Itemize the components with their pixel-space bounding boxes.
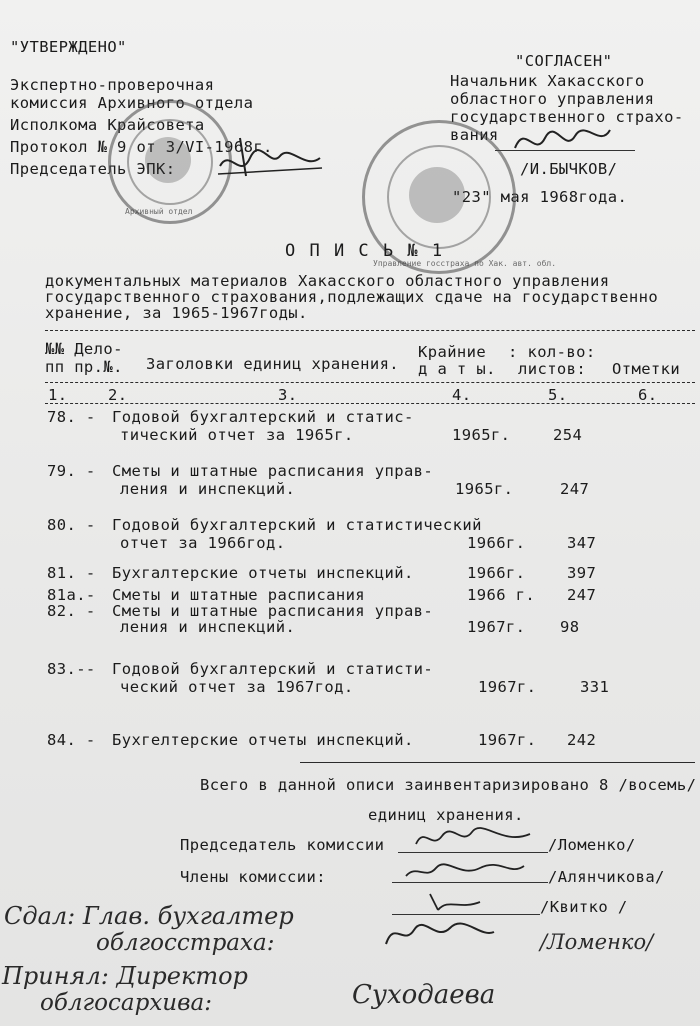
left-stamp-text: Архивный отдел xyxy=(125,207,193,216)
row-83-date: 1967г. xyxy=(478,678,537,696)
header-col5b: листов: xyxy=(518,360,587,378)
row-78-sheets: 254 xyxy=(553,426,583,444)
row-81a-line-1: Сметы и штатные расписания xyxy=(112,586,366,604)
commission-chair-label: Председатель комиссии xyxy=(180,836,385,854)
row-82-date: 1967г. xyxy=(467,618,526,636)
row-84-sheets: 242 xyxy=(567,731,597,749)
doc-subtitle-2: государственного страхования,подлежащих сдаче на государственно xyxy=(45,288,659,306)
total-line-2: единиц хранения. xyxy=(368,806,524,824)
agreed-line-4: вания xyxy=(450,126,499,144)
agreed-line-1: Начальник Хакасского xyxy=(450,72,645,90)
row-81-num: 81. - xyxy=(47,564,96,582)
header-col1b: пп пр.№. xyxy=(45,358,123,376)
member1-signature-line xyxy=(392,882,548,883)
approved-line-3: Исполкома Крайсовета xyxy=(10,116,205,134)
row-81-sheets: 397 xyxy=(567,564,597,582)
row-80-sheets: 347 xyxy=(567,534,597,552)
right-stamp-text: Управление госстраха по Хак. авт. обл. xyxy=(373,259,557,268)
agreed-signature-line xyxy=(495,150,635,151)
colnum-4: 4. xyxy=(452,386,472,404)
row-82-sheets: 98 xyxy=(560,618,580,636)
received-name: Суходаева xyxy=(352,980,496,1010)
approved-line-4: Протокол № 9 от 3/VI-1968г. xyxy=(10,138,273,156)
chair-signature-line xyxy=(398,852,548,853)
agreed-signer: /И.БЫЧКОВ/ xyxy=(520,160,618,178)
header-col4b: д а т ы. xyxy=(418,360,496,378)
header-col3: Заголовки единиц хранения. xyxy=(146,355,400,373)
colnum-6: 6. xyxy=(638,386,658,404)
doc-subtitle-1: документальных материалов Хакасского областного управления xyxy=(45,272,610,290)
row-79-date: 1965г. xyxy=(455,480,514,498)
row-83-line-1: Годовой бухгалтерский и статисти- xyxy=(112,660,434,678)
total-line-1: Всего в данной описи заинвентаризировано 8 /восемь/ xyxy=(200,776,697,794)
row-82-line-2: ления и инспекций. xyxy=(120,618,296,636)
row-82-line-1: Сметы и штатные расписания управ- xyxy=(112,602,434,620)
row-78-line-1: Годовой бухгалтерский и статис- xyxy=(112,408,414,426)
row-78-date: 1965г. xyxy=(452,426,511,444)
row-80-line-1: Годовой бухгалтерский и статистический xyxy=(112,516,482,534)
agreed-signature xyxy=(510,118,620,163)
row-80-line-2: отчет за 1966год. xyxy=(120,534,286,552)
row-84-num: 84. - xyxy=(47,731,96,749)
header-mid-rule xyxy=(45,382,695,383)
header-top-rule xyxy=(45,330,695,331)
approved-title: "УТВЕРЖДЕНО" xyxy=(10,38,127,56)
row-83-line-2: ческий отчет за 1967год. xyxy=(120,678,354,696)
total-rule xyxy=(300,762,695,763)
colnum-5: 5. xyxy=(548,386,568,404)
row-79-sheets: 247 xyxy=(560,480,590,498)
agreed-line-2: областного управления xyxy=(450,90,655,108)
row-81a-num: 81а.- xyxy=(47,586,96,604)
approved-line-2: комиссия Архивного отдела xyxy=(10,94,254,112)
commission-member1: /Алянчикова/ xyxy=(548,868,665,886)
approved-line-1: Экспертно-проверочная xyxy=(10,76,215,94)
row-83-sheets: 331 xyxy=(580,678,610,696)
row-80-date: 1966г. xyxy=(467,534,526,552)
handed-label: Сдал: Глав. бухгалтер xyxy=(4,902,294,930)
header-col1a: №№ Дело- xyxy=(45,340,123,358)
colnum-3: 3. xyxy=(278,386,298,404)
commission-member2: /Квитко / xyxy=(540,898,628,916)
agreed-line-3: государственного страхо- xyxy=(450,108,684,126)
header-col6: Отметки xyxy=(612,360,681,378)
received-label-2: облгосархива: xyxy=(40,990,212,1016)
colnum-1: 1. xyxy=(48,386,68,404)
doc-subtitle-3: хранение, за 1965-1967годы. xyxy=(45,304,308,322)
row-81a-date: 1966 г. xyxy=(467,586,536,604)
row-84-date: 1967г. xyxy=(478,731,537,749)
row-81-date: 1966г. xyxy=(467,564,526,582)
doc-title: О П И С Ь № 1 xyxy=(285,241,445,261)
handed-label-2: облгосстраха: xyxy=(96,930,275,956)
member2-signature xyxy=(420,888,500,916)
row-83-num: 83.-- xyxy=(47,660,96,678)
member2-signature-line xyxy=(392,914,540,915)
approved-line-5: Председатель ЭПК: xyxy=(10,160,176,178)
header-bottom-rule xyxy=(45,403,695,404)
chair-signature xyxy=(410,820,540,856)
agreed-date: "23" мая 1968года. xyxy=(452,188,628,206)
row-80-num: 80. - xyxy=(47,516,96,534)
chair-epk-signature xyxy=(210,128,330,188)
header-col5a: : кол-во: xyxy=(508,343,596,361)
row-79-line-1: Сметы и штатные расписания управ- xyxy=(112,462,434,480)
row-78-line-2: тический отчет за 1965г. xyxy=(120,426,354,444)
handed-signature xyxy=(380,916,500,952)
row-84-line-1: Бухгелтерские отчеты инспекций. xyxy=(112,731,414,749)
row-81-line-1: Бухгалтерские отчеты инспекций. xyxy=(112,564,414,582)
header-col4a: Крайние xyxy=(418,343,487,361)
received-label: Принял: Директор xyxy=(2,962,248,990)
commission-chair-name: /Ломенко/ xyxy=(548,836,636,854)
agreed-title: "СОГЛАСЕН" xyxy=(515,52,613,70)
row-78-num: 78. - xyxy=(47,408,96,426)
handed-name: /Ломенко/ xyxy=(540,930,654,954)
row-82-num: 82. - xyxy=(47,602,96,620)
commission-members-label: Члены комиссии: xyxy=(180,868,326,886)
colnum-2: 2. xyxy=(108,386,128,404)
row-79-num: 79. - xyxy=(47,462,96,480)
row-81a-sheets: 247 xyxy=(567,586,597,604)
row-79-line-2: ления и инспекций. xyxy=(120,480,296,498)
